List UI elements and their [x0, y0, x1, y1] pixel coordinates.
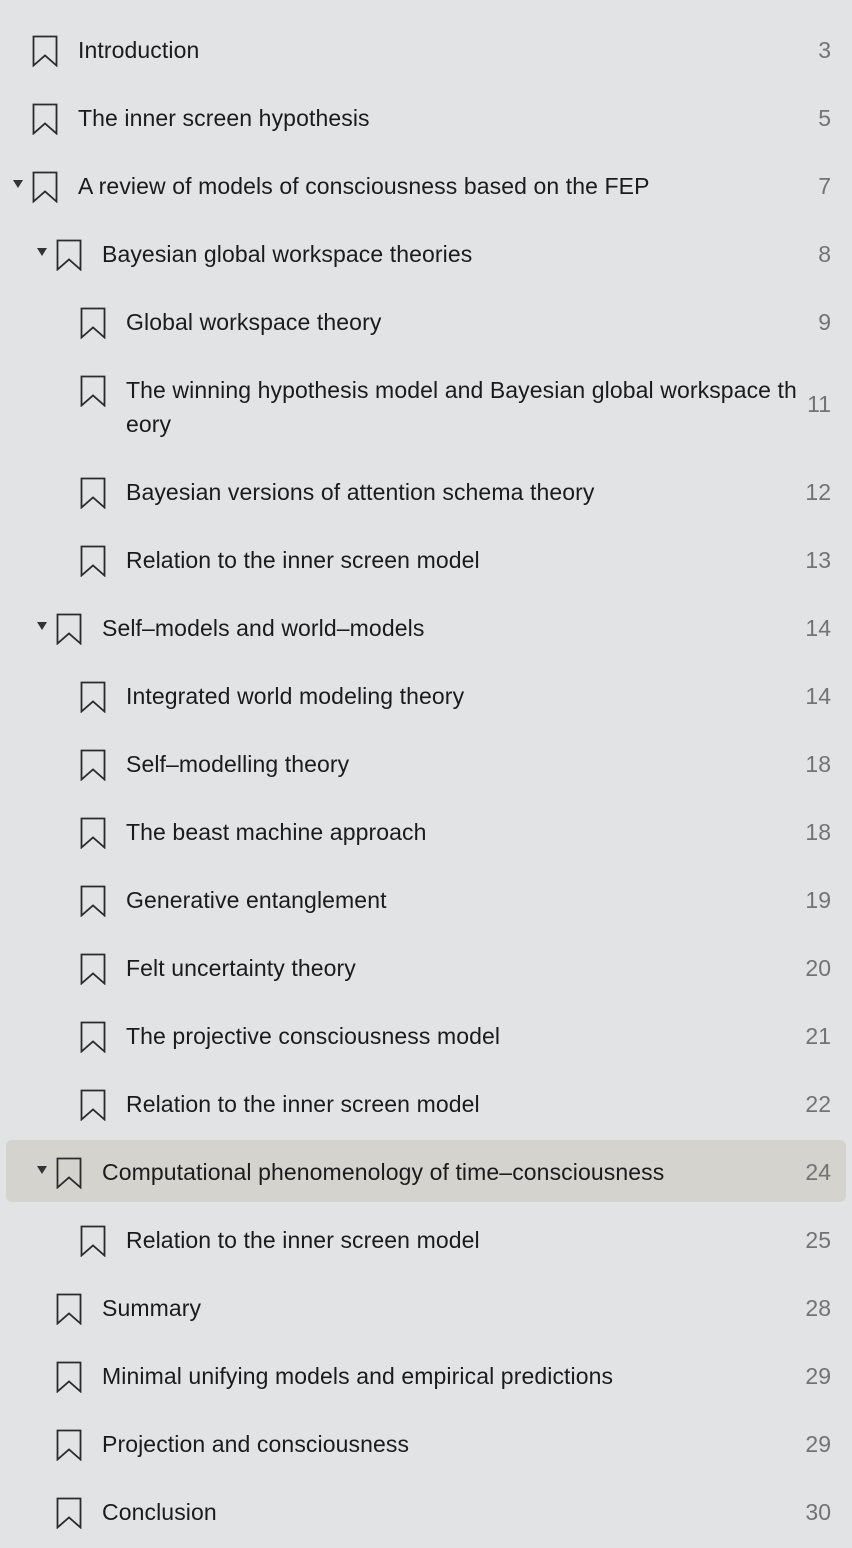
bookmark-icon — [56, 239, 82, 271]
outline-item-title: Conclusion — [102, 1499, 217, 1525]
outline-item-title: The inner screen hypothesis — [78, 105, 370, 131]
outline-item-page: 14 — [805, 683, 831, 709]
outline-item-page: 28 — [805, 1295, 831, 1321]
outline-item-selected[interactable] — [6, 1140, 846, 1202]
outline-item-page: 14 — [805, 615, 831, 641]
outline-item[interactable] — [6, 18, 846, 80]
outline-item-title: Self–models and world–models — [102, 615, 425, 641]
outline-item[interactable] — [6, 528, 846, 590]
outline-item[interactable] — [6, 1276, 846, 1338]
outline-item-title: Felt uncertainty theory — [126, 955, 356, 981]
outline-item-page: 8 — [818, 241, 831, 267]
outline-item[interactable] — [6, 1480, 846, 1542]
outline-item-title: Relation to the inner screen model — [126, 1091, 480, 1117]
bookmark-icon — [80, 1089, 106, 1121]
bookmark-icon — [80, 749, 106, 781]
outline-item[interactable] — [6, 732, 846, 794]
outline-item-title: Bayesian versions of attention schema theory — [126, 479, 595, 505]
outline-item-page: 29 — [805, 1431, 831, 1457]
outline-item[interactable] — [6, 222, 846, 284]
outline-item-page: 22 — [805, 1091, 831, 1117]
bookmark-icon — [80, 953, 106, 985]
bookmark-icon — [56, 1157, 82, 1189]
outline-item-page: 11 — [807, 391, 831, 417]
outline-item[interactable] — [6, 154, 846, 216]
outline-item[interactable] — [6, 460, 846, 522]
bookmark-icon — [80, 477, 106, 509]
bookmark-icon — [80, 817, 106, 849]
outline-item-title: Relation to the inner screen model — [126, 1227, 480, 1253]
outline-item-title: Bayesian global workspace theories — [102, 241, 473, 267]
outline-item-title: Introduction — [78, 37, 200, 63]
outline-item[interactable] — [6, 664, 846, 726]
outline-item-title: Projection and consciousness — [102, 1431, 410, 1457]
outline-item-title: A review of models of consciousness based on the FEP — [78, 173, 650, 199]
outline-item-page: 25 — [805, 1227, 831, 1253]
outline-item-page: 24 — [805, 1159, 831, 1185]
outline-item-page: 7 — [818, 173, 831, 199]
outline-item[interactable] — [6, 1004, 846, 1066]
disclosure-triangle-expanded-icon[interactable] — [36, 246, 48, 258]
disclosure-triangle-expanded-icon[interactable] — [12, 178, 24, 190]
bookmark-icon — [80, 375, 106, 407]
outline-item-title: Integrated world modeling theory — [126, 683, 465, 709]
outline-item-title: The winning hypothesis model and Bayesian global workspace theory — [126, 377, 797, 437]
outline-item-title: Global workspace theory — [126, 309, 382, 335]
outline-item[interactable] — [6, 1412, 846, 1474]
outline-item-page: 12 — [805, 479, 831, 505]
outline-item[interactable] — [6, 936, 846, 998]
outline-item-page: 18 — [805, 819, 831, 845]
outline-item[interactable] — [6, 1344, 846, 1406]
outline-item[interactable] — [6, 1072, 846, 1134]
bookmark-icon — [56, 1361, 82, 1393]
outline-item[interactable] — [6, 868, 846, 930]
outline-item-title: Relation to the inner screen model — [126, 547, 480, 573]
outline-item-page: 21 — [805, 1023, 831, 1049]
outline-item[interactable] — [6, 1208, 846, 1270]
outline-item-title: Minimal unifying models and empirical predictions — [102, 1363, 614, 1389]
disclosure-triangle-expanded-icon[interactable] — [36, 620, 48, 632]
outline-item-page: 5 — [818, 105, 831, 131]
outline-item[interactable] — [6, 596, 846, 658]
outline-item-page: 19 — [805, 887, 831, 913]
outline-item-page: 29 — [805, 1363, 831, 1389]
disclosure-triangle-expanded-icon[interactable] — [36, 1164, 48, 1176]
outline-item-page: 9 — [818, 309, 831, 335]
bookmark-icon — [80, 885, 106, 917]
outline-item[interactable] — [6, 86, 846, 148]
bookmark-icon — [56, 613, 82, 645]
bookmark-icon — [80, 307, 106, 339]
bookmark-icon — [80, 545, 106, 577]
bookmark-icon — [80, 681, 106, 713]
outline-item-title: Self–modelling theory — [126, 751, 350, 777]
bookmark-icon — [32, 171, 58, 203]
bookmark-icon — [32, 103, 58, 135]
bookmark-icon — [56, 1497, 82, 1529]
outline-item-page: 18 — [805, 751, 831, 777]
bookmark-icon — [80, 1225, 106, 1257]
outline-item[interactable] — [6, 290, 846, 352]
outline-item-title: The beast machine approach — [126, 819, 427, 845]
outline-item[interactable] — [6, 800, 846, 862]
outline-item-title: Summary — [102, 1295, 202, 1321]
bookmark-icon — [56, 1429, 82, 1461]
outline-item-page: 20 — [805, 955, 831, 981]
outline-item-title: Generative entanglement — [126, 887, 387, 913]
outline-item-title: The projective consciousness model — [126, 1023, 501, 1049]
outline-item-page: 30 — [805, 1499, 831, 1525]
outline-item-page: 13 — [805, 547, 831, 573]
outline-item-title: Computational phenomenology of time–consciousness — [102, 1159, 665, 1185]
bookmark-icon — [56, 1293, 82, 1325]
outline-item[interactable] — [6, 358, 846, 448]
outline-item-page: 3 — [818, 37, 831, 63]
bookmark-icon — [32, 35, 58, 67]
bookmark-icon — [80, 1021, 106, 1053]
